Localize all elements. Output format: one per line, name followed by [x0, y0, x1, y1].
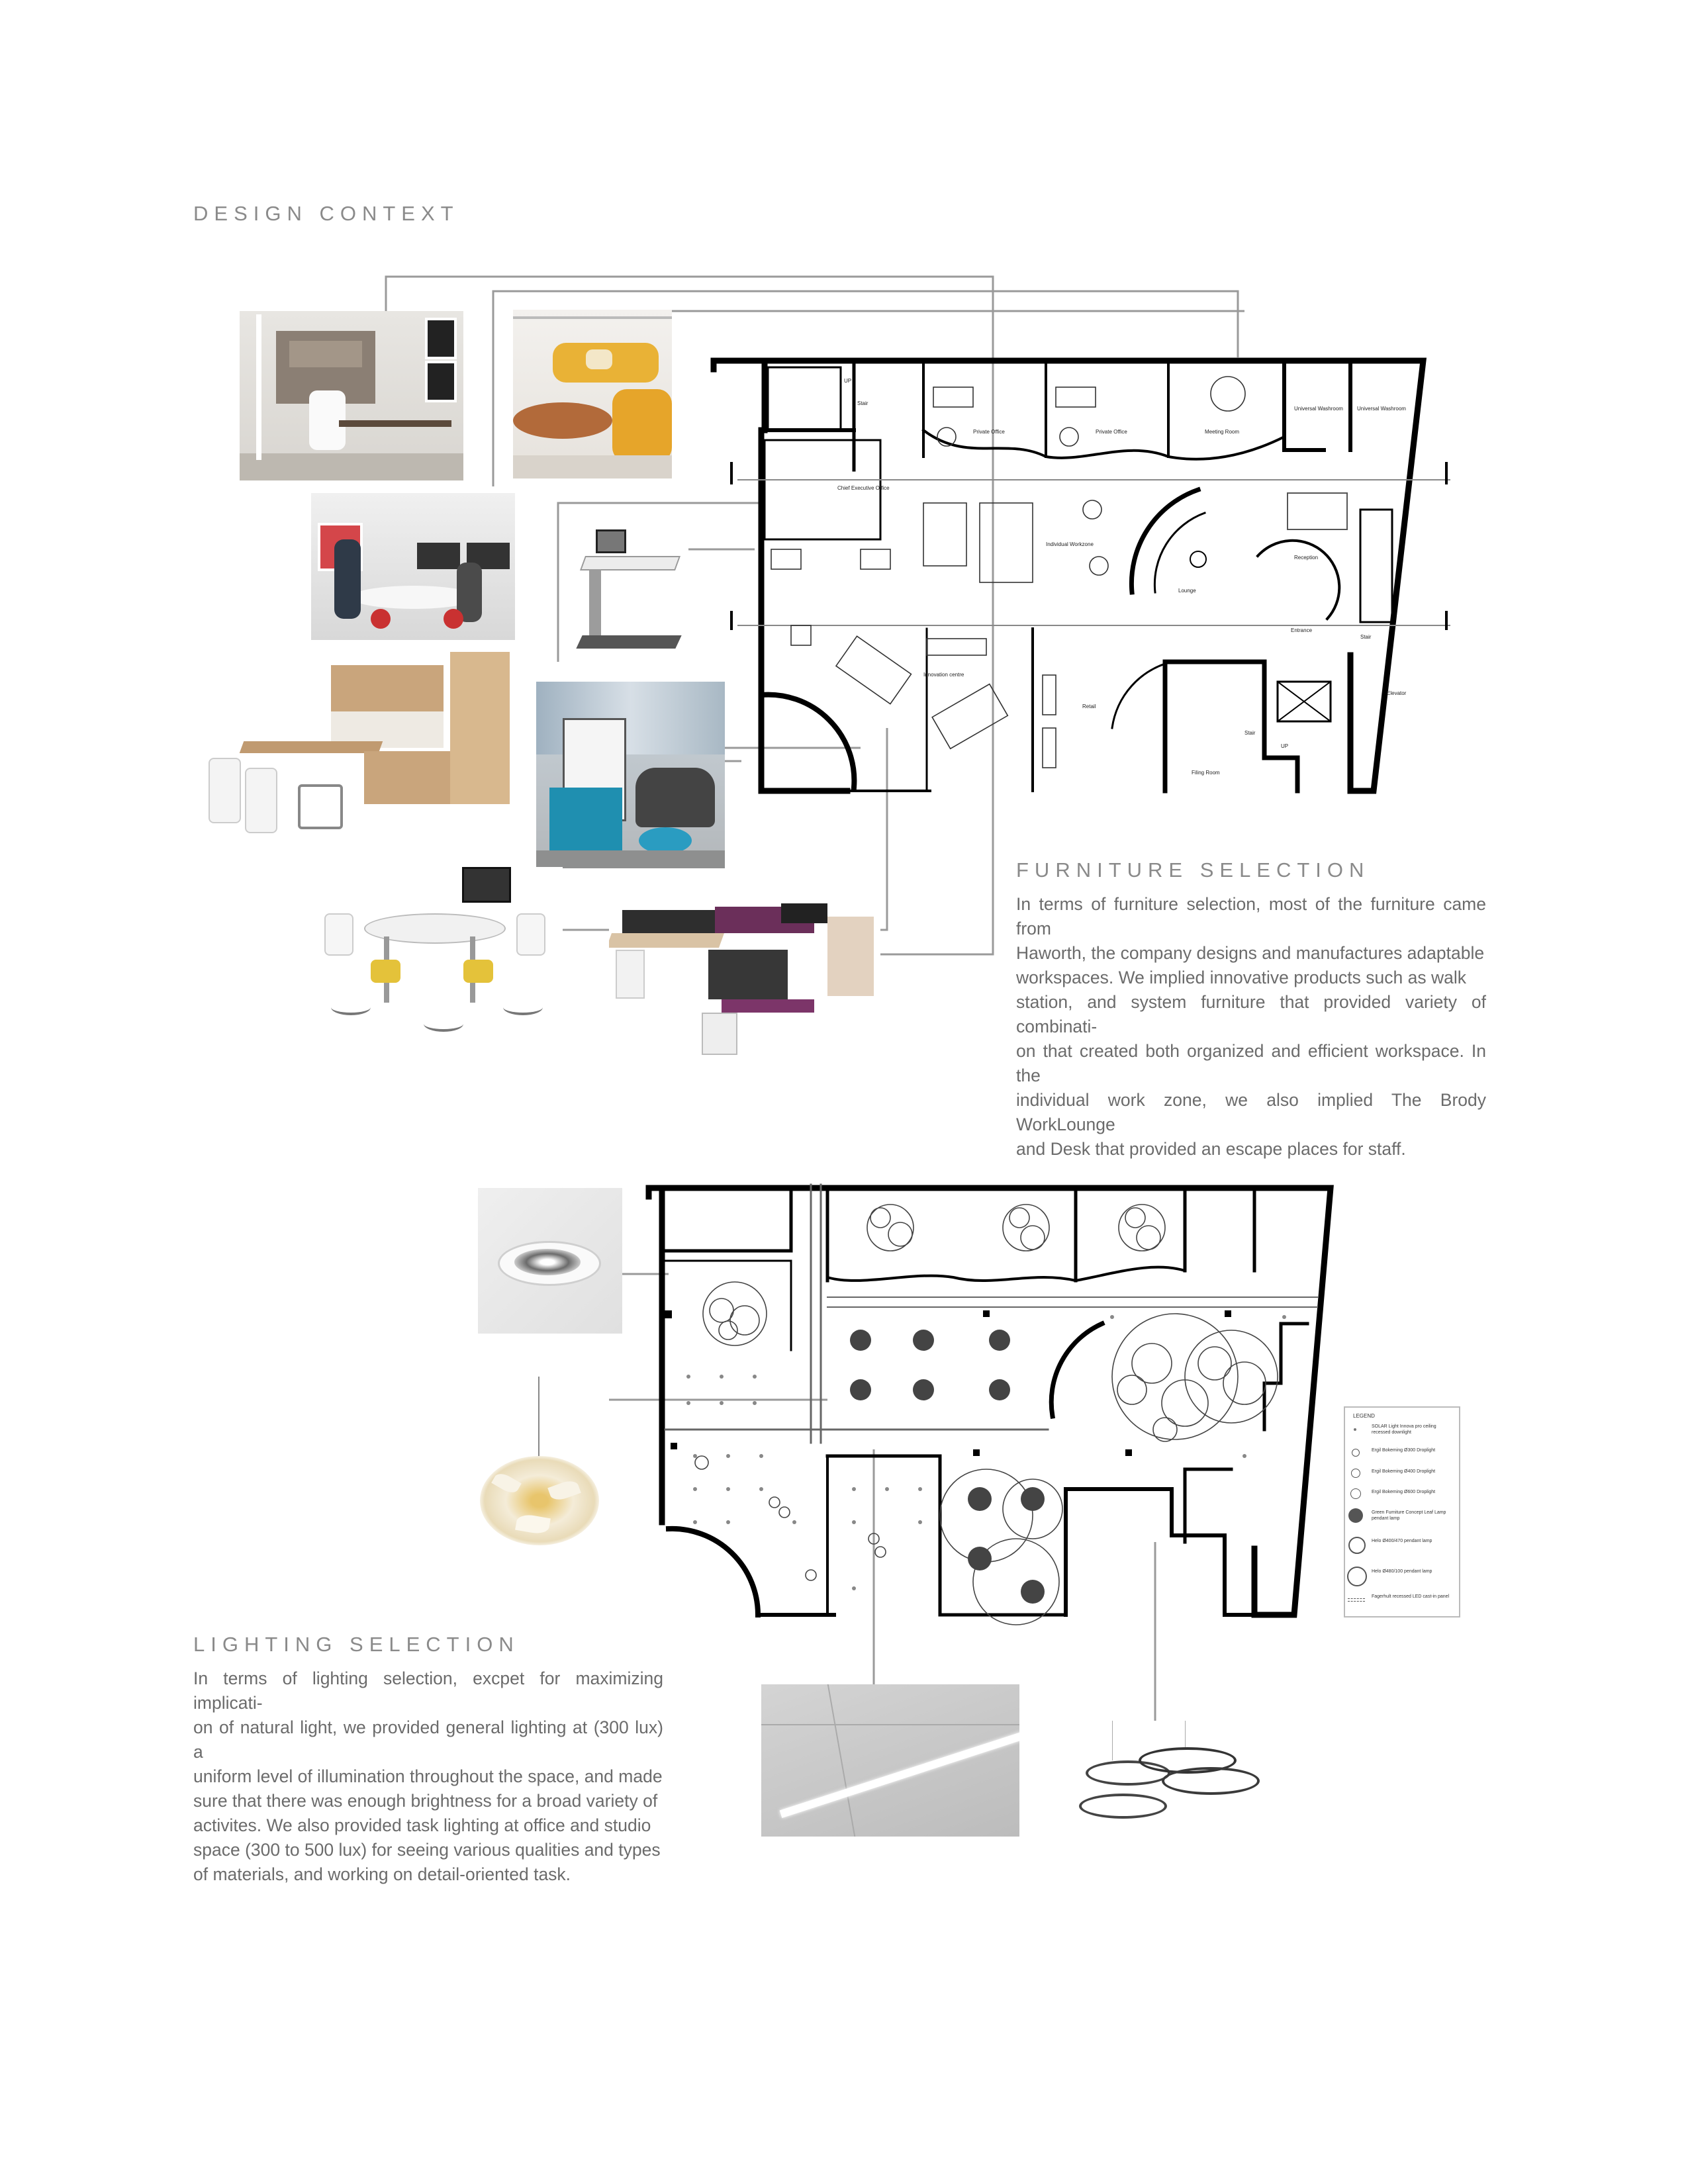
room-label: Retail	[1082, 704, 1096, 709]
legend-title: LEGEND	[1353, 1413, 1375, 1419]
text-line: In terms of lighting selection, excpet for maximizing implicati-	[193, 1668, 663, 1713]
text-line: In terms of furniture selection, most of the furniture came from	[1016, 894, 1486, 938]
text-line: and Desk that provided an escape places for staff.	[1016, 1139, 1406, 1159]
text-line: uniform level of illumination throughout the space, and made	[193, 1766, 663, 1786]
legend-item: Ergil Bokeming Ø600 Droplight	[1372, 1490, 1436, 1494]
helo-470-icon	[1348, 1537, 1366, 1554]
droplight-600-icon	[1350, 1488, 1361, 1499]
room-label: Individual Workzone	[1046, 541, 1094, 547]
legend-item: Green Furniture Concept Leaf Lamp pendant lamp	[1372, 1510, 1446, 1521]
room-label: Universal Washroom	[1294, 406, 1343, 412]
text-line: sure that there was enough brightness for a broad variety of	[193, 1791, 658, 1811]
legend-item: Ergil Bokeming Ø400 Droplight	[1372, 1469, 1436, 1474]
room-label: Reception	[1294, 555, 1319, 561]
droplight-400-icon	[1351, 1469, 1360, 1478]
recessed-downlight-icon	[1350, 1425, 1360, 1434]
design-context-title: DESIGN CONTEXT	[193, 202, 459, 225]
text-line: individual work zone, we also implied The Brody WorkLounge	[1016, 1090, 1486, 1134]
legend-item: SOLAR Light Innova pro ceiling recessed downlight	[1372, 1424, 1436, 1435]
lighting-selection-title: LIGHTING SELECTION	[193, 1633, 520, 1656]
room-label: Innovation centre	[923, 672, 964, 678]
room-label: UP	[1281, 743, 1289, 749]
room-label: Elevator	[1387, 690, 1407, 696]
room-label: Private Office	[1096, 429, 1127, 435]
text-line: space (300 to 500 lux) for seeing various qualities and types	[193, 1840, 661, 1860]
room-label: Filing Room	[1192, 770, 1220, 776]
room-label: Universal Washroom	[1357, 406, 1406, 412]
text-line: workspaces. We implied innovative products such as walk	[1016, 968, 1466, 987]
text-line: on that created both organized and efficient workspace. In the	[1016, 1041, 1486, 1085]
text-line: station, and system furniture that provided variety of combinati-	[1016, 992, 1486, 1036]
legend-item: Ergil Bokeming Ø300 Droplight	[1372, 1448, 1436, 1453]
lighting-legend	[1344, 1406, 1460, 1617]
room-label: Meeting Room	[1205, 429, 1240, 435]
led-panel-icon	[1348, 1598, 1365, 1602]
legend-item: Fagerhult recessed LED cast-in panel	[1372, 1594, 1450, 1599]
leaf-lamp-icon	[1348, 1508, 1363, 1523]
text-line: of materials, and working on detail-oriented task.	[193, 1864, 571, 1884]
room-label: Lounge	[1178, 588, 1196, 594]
room-label: Stair	[1244, 730, 1256, 736]
text-line: Haworth, the company designs and manufactures adaptable	[1016, 943, 1485, 963]
furniture-selection-title: FURNITURE SELECTION	[1016, 858, 1370, 882]
helo-100-icon	[1347, 1567, 1367, 1586]
text-line: activites. We also provided task lighting at office and studio	[193, 1815, 651, 1835]
legend-item: Helo Ø400/470 pendant lamp	[1372, 1539, 1432, 1543]
droplight-300-icon	[1352, 1449, 1360, 1457]
text-line: on of natural light, we provided general lighting at (300 lux) a	[193, 1717, 663, 1762]
room-label: UP	[844, 378, 852, 384]
room-label: Stair	[857, 400, 868, 406]
room-label: Entrance	[1291, 627, 1313, 633]
room-label: Private Office	[973, 429, 1005, 435]
legend-item: Helo Ø480/100 pendant lamp	[1372, 1569, 1432, 1574]
room-label: Stair	[1360, 634, 1372, 640]
room-label: Chief Executive Office	[837, 485, 890, 491]
